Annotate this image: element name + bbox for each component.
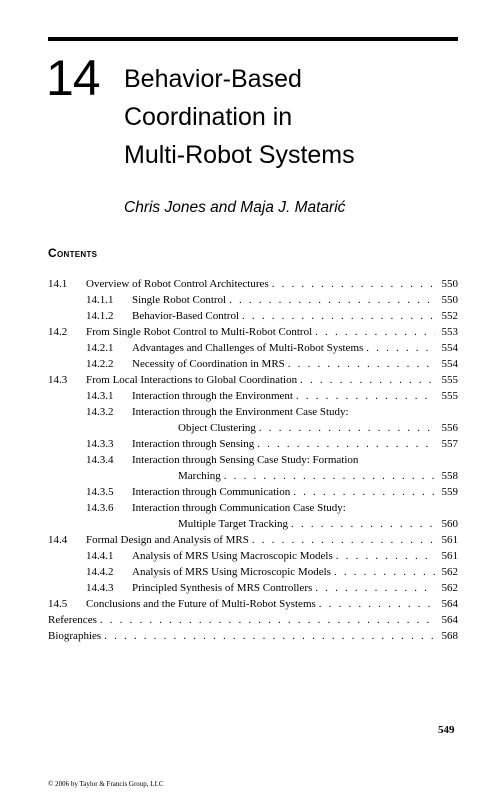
toc-entry-label: Interaction through Sensing Case Study: Formation [132, 454, 359, 466]
toc-entry[interactable] [48, 436, 458, 452]
toc-entry[interactable] [48, 596, 458, 612]
toc-leader-dots [334, 564, 435, 580]
toc-entry-page: 558 [441, 470, 458, 482]
chapter-title [124, 60, 355, 174]
toc-leader-dots [336, 548, 435, 564]
toc-leader-dots [224, 468, 435, 484]
toc-entry-page: 564 [441, 598, 458, 610]
toc-entry[interactable] [48, 580, 458, 596]
toc-leader-dots [300, 372, 435, 388]
toc-entry-number: 14.3.2 [86, 406, 114, 418]
toc-entry[interactable] [48, 420, 458, 436]
toc-leader-dots [100, 612, 435, 628]
toc-entry-page: 554 [441, 342, 458, 354]
toc-entry-page: 562 [441, 566, 458, 578]
toc-entry-number: 14.1 [48, 278, 68, 290]
toc-leader-dots [315, 580, 435, 596]
toc-entry-page: 562 [441, 582, 458, 594]
toc-entry-label: Interaction through Sensing [132, 438, 255, 450]
toc-leader-dots [315, 324, 435, 340]
toc-entry-page: 560 [441, 518, 458, 530]
toc-entry-number: 14.1.1 [86, 294, 114, 306]
toc-entry-label: Multiple Target Tracking [178, 518, 289, 530]
toc-entry-label: Marching [178, 470, 221, 482]
chapter-authors: Chris Jones and Maja J. Matarić [124, 199, 346, 216]
toc-entry[interactable] [48, 292, 458, 308]
toc-entry[interactable] [48, 372, 458, 388]
toc-entry-page: 556 [441, 422, 458, 434]
toc-entry[interactable] [48, 532, 458, 548]
toc-entry-page: 555 [441, 374, 458, 386]
toc-entry-label: Advantages and Challenges of Multi-Robot Systems [132, 342, 364, 354]
toc-leader-dots [319, 596, 435, 612]
toc-entry[interactable] [48, 468, 458, 484]
toc-entry[interactable] [48, 452, 458, 468]
toc-entry-label: Single Robot Control [132, 294, 227, 306]
toc-entry-number: 14.2 [48, 326, 68, 338]
toc-entry[interactable] [48, 324, 458, 340]
toc-entry-number: 14.3.4 [86, 454, 114, 466]
toc-entry[interactable] [48, 484, 458, 500]
toc-entry-label: From Local Interactions to Global Coordination [86, 374, 298, 386]
toc-leader-dots [104, 628, 435, 644]
toc-leader-dots [242, 308, 435, 324]
toc-entry-page: 561 [441, 550, 458, 562]
toc-entry-label: Principled Synthesis of MRS Controllers [132, 582, 313, 594]
toc-entry-number: 14.5 [48, 598, 68, 610]
toc-entry-page: 550 [441, 294, 458, 306]
toc-entry[interactable] [48, 308, 458, 324]
toc-entry-number: 14.3.1 [86, 390, 114, 402]
toc-leader-dots [293, 484, 435, 500]
toc-entry[interactable] [48, 548, 458, 564]
toc-entry-page: 561 [441, 534, 458, 546]
toc-entry-label: Analysis of MRS Using Microscopic Models [132, 566, 331, 578]
toc-entry-label: Biographies [48, 630, 102, 642]
toc-entry-number: 14.2.2 [86, 358, 114, 370]
toc-leader-dots [272, 276, 435, 292]
toc-entry[interactable] [48, 276, 458, 292]
toc-entry-page: 554 [441, 358, 458, 370]
toc-leader-dots [366, 340, 435, 356]
toc-entry-label: Object Clustering [178, 422, 256, 434]
toc-entry-label: References [48, 614, 97, 626]
chapter-title-line-1: Behavior-Based [124, 65, 302, 93]
toc-entry[interactable] [48, 388, 458, 404]
toc-entry-label: Interaction through Communication Case Study: [132, 502, 346, 514]
toc-entry-label: Behavior-Based Control [132, 310, 240, 322]
chapter-number: 14 [46, 50, 100, 106]
toc-entry[interactable] [48, 500, 458, 516]
toc-entry-label: Interaction through the Environment [132, 390, 293, 402]
toc-entry-page: 559 [441, 486, 458, 498]
toc-entry-number: 14.3.6 [86, 502, 114, 514]
toc-leader-dots [257, 436, 435, 452]
toc-entry-label: Interaction through Communication [132, 486, 291, 498]
toc-entry-label: Overview of Robot Control Architectures [86, 278, 269, 290]
toc-entry-number: 14.3.5 [86, 486, 114, 498]
toc-entry-page: 564 [441, 614, 458, 626]
toc-entry-number: 14.4.2 [86, 566, 114, 578]
copyright-notice: © 2006 by Taylor & Francis Group, LLC [48, 780, 164, 788]
toc-entry[interactable] [48, 340, 458, 356]
toc-entry-number: 14.4.1 [86, 550, 114, 562]
toc-entry-page: 557 [441, 438, 458, 450]
toc-entry[interactable] [48, 628, 458, 644]
toc-entry-label: Interaction through the Environment Case Study: [132, 406, 349, 418]
toc-entry[interactable] [48, 404, 458, 420]
toc-entry-number: 14.2.1 [86, 342, 114, 354]
toc-entry-number: 14.4.3 [86, 582, 114, 594]
toc-entry[interactable] [48, 356, 458, 372]
toc-entry-label: Analysis of MRS Using Macroscopic Models [132, 550, 333, 562]
toc-entry-number: 14.3 [48, 374, 68, 386]
table-of-contents [48, 276, 458, 644]
toc-entry-label: Formal Design and Analysis of MRS [86, 534, 249, 546]
toc-entry-label: From Single Robot Control to Multi-Robot Control [86, 326, 313, 338]
toc-entry-page: 568 [441, 630, 458, 642]
toc-entry-page: 550 [441, 278, 458, 290]
chapter-title-line-3: Multi-Robot Systems [124, 141, 355, 169]
toc-entry[interactable] [48, 612, 458, 628]
toc-leader-dots [288, 356, 435, 372]
page-number: 549 [438, 724, 455, 736]
toc-entry-number: 14.4 [48, 534, 68, 546]
toc-entry-page: 552 [441, 310, 458, 322]
top-rule [48, 37, 458, 41]
toc-leader-dots [296, 388, 435, 404]
toc-leader-dots [291, 516, 435, 532]
toc-entry-number: 14.3.3 [86, 438, 114, 450]
toc-leader-dots [259, 420, 435, 436]
toc-entry-label: Conclusions and the Future of Multi-Robot Systems [86, 598, 316, 610]
chapter-title-line-2: Coordination in [124, 103, 293, 131]
toc-entry-number: 14.1.2 [86, 310, 114, 322]
toc-entry[interactable] [48, 564, 458, 580]
toc-entry[interactable] [48, 516, 458, 532]
toc-leader-dots [229, 292, 435, 308]
toc-entry-page: 555 [441, 390, 458, 402]
toc-leader-dots [252, 532, 435, 548]
toc-entry-label: Necessity of Coordination in MRS [132, 358, 285, 370]
toc-entry-page: 553 [441, 326, 458, 338]
contents-heading: Contents [48, 246, 98, 260]
